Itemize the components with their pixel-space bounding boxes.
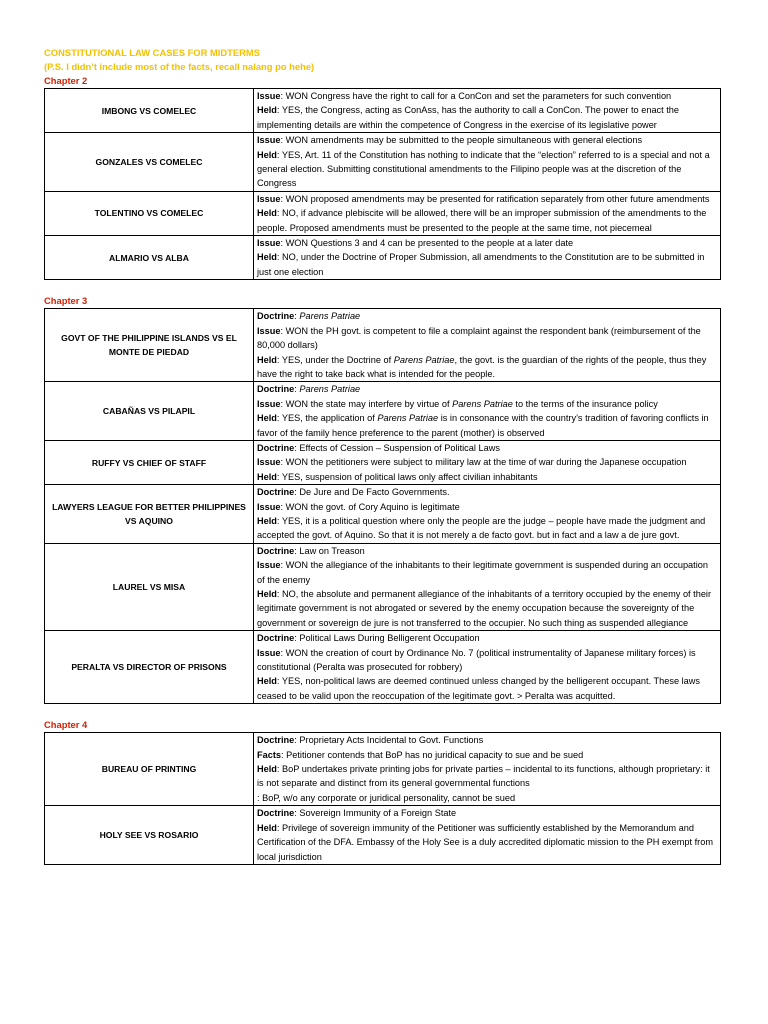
table-row [45,382,721,441]
case-summary [254,382,721,441]
line-text: : De Jure and De Facto Governments. [294,487,450,498]
line-label: Held [257,676,277,687]
case-line [257,646,717,675]
line-text: : WON the state may interfere by virtue of [280,398,453,409]
chapter-heading: Chapter 3 [44,295,88,307]
table-row [45,733,721,806]
line-text: : YES, under the Doctrine of [276,354,394,365]
line-italic: Parens Patriae [299,311,361,322]
case-line [257,806,717,820]
case-line [257,411,717,440]
case-name: GOVT OF THE PHILIPPINE ISLANDS VS EL MONTE DE PIEDAD [45,309,254,382]
case-line [257,558,717,587]
line-italic: Parens Patriae [377,413,439,424]
case-line [257,441,717,455]
document-title: CONSTITUTIONAL LAW CASES FOR MIDTERMS [44,47,260,58]
line-text: : NO, if advance plebiscite will be allowed, there will be an improper submission of the amendments to the people. Proposed amendments must be presented to the people at the same time, not piecemeal [257,208,707,233]
case-line [257,206,717,235]
line-text: : YES, suspension of political laws only affect civilian inhabitants [276,471,538,482]
chapters-container [44,74,724,865]
case-summary [254,440,721,484]
table-row [45,309,721,382]
line-text: : WON the govt. of Cory Aquino is legitimate [280,501,460,512]
line-label: Issue [257,91,281,101]
line-text: : YES, Art. 11 of the Constitution has nothing to indicate that the “election” referred to is a special and not a general election. Submitting constitutional amendments to the Filipino people was at the discretion of the Congress [257,149,710,189]
line-text: : YES, non-political laws are deemed continued unless changed by the belligerent occupant. These laws ceased to be valid upon the reoccupation of the legitimate govt. > Peralta was acquitted. [257,676,700,701]
line-text: : Privilege of sovereign immunity of the Petitioner was sufficiently established by the Memorandum and Certification of the DFA. Embassy of the Holy See is a duly accredited diplomatic mission to the PH exempt from local jurisdiction [257,822,713,862]
case-name: IMBONG VS COMELEC [45,89,254,133]
line-label: Issue [257,398,281,409]
case-summary [254,236,721,280]
line-label: Issue [257,193,281,204]
line-label: Held [257,764,277,775]
line-text: : YES, the Congress, acting as ConAss, has the authority to call a ConCon. The power to enact the implementing details are within the competence of Congress in the exercise of its legislative power [257,105,680,130]
line-italic: Parens Patriae [299,384,361,395]
line-text: : Proprietary Acts Incidental to Govt. Functions [294,735,484,746]
line-label: Held [257,822,277,833]
line-label: Doctrine [257,487,295,498]
case-line [257,821,717,864]
case-summary [254,543,721,630]
line-text: : [294,384,300,395]
document-note: (P.S. I didn’t include most of the facts, recall nalang po hehe) [44,61,315,72]
case-line [257,192,717,206]
line-label: Issue [257,647,281,658]
case-line [257,89,717,103]
line-label: Held [257,105,277,116]
cases-table [44,732,721,865]
line-label: Issue [257,135,281,146]
case-name: LAWYERS LEAGUE FOR BETTER PHILIPPINES VS AQUINO [45,485,254,544]
line-text: : Law on Treason [294,545,365,556]
case-line [257,397,717,411]
line-text: : WON Questions 3 and 4 can be presented to the people at a later date [280,238,574,249]
line-italic: Parens Patriae [393,354,455,365]
case-line [257,733,717,747]
line-label: Held [257,515,277,526]
case-line [257,324,717,353]
document-page [44,46,724,865]
case-line [257,236,717,250]
table-row [45,631,721,704]
line-text: : Political Laws During Belligerent Occupation [294,633,480,644]
case-line [257,148,717,191]
case-name: BUREAU OF PRINTING [45,733,254,806]
case-name: HOLY SEE VS ROSARIO [45,806,254,865]
line-text: : NO, the absolute and permanent allegiance of the inhabitants of a territory occupied by the enemy of their legitimate government is not abrogated or severed by the enemy occupation because the sovereignty of the government or sovereign de jure is not transferred to the occupier. No such thing as suspended allegiance [257,589,712,628]
chapter-heading: Chapter 4 [44,719,88,731]
line-label: Issue [257,325,281,336]
line-label: Held [257,149,277,160]
line-label: Doctrine [257,384,295,395]
case-summary [254,733,721,806]
line-text: : WON the creation of court by Ordinance No. 7 (political instrumentality of Japanese military forces) is constitutional (Peralta was prosecuted for robbery) [257,647,696,673]
line-text: : WON the allegiance of the inhabitants to their legitimate government is suspended during an occupation of the enemy [257,560,708,585]
case-summary [254,806,721,865]
line-text: : NO, under the Doctrine of Proper Submission, all amendments to the Constitution are to be submitted in just one election [257,252,705,277]
case-line [257,470,717,484]
line-label: Held [257,589,277,599]
table-row [45,236,721,280]
line-label: Doctrine [257,633,295,644]
case-summary [254,485,721,544]
line-text: : Effects of Cession – Suspension of Political Laws [294,442,500,453]
case-name: RUFFY VS CHIEF OF STAFF [45,440,254,484]
table-row [45,440,721,484]
line-label: Issue [257,501,281,512]
case-line [257,514,717,543]
case-summary [254,89,721,133]
line-label: Held [257,208,277,219]
line-text-after: is in consonance with the country’s tradition of favoring conflicts in favor of the family hence preference to the parent (mother) is observed [257,413,709,438]
case-name: LAUREL VS MISA [45,543,254,630]
case-line [257,133,717,147]
case-line [257,485,717,499]
line-text: : Petitioner contends that BoP has no juridical capacity to sue and be sued [281,749,584,760]
line-label: Doctrine [257,442,295,453]
case-line [257,353,717,382]
case-line [257,762,717,791]
case-line [257,544,717,558]
line-text-after: to the terms of the insurance policy [512,398,658,409]
case-name: ALMARIO VS ALBA [45,236,254,280]
line-text: : [294,311,300,322]
line-label: Held [257,471,277,482]
cases-table [44,308,721,704]
line-label: Held [257,413,277,424]
table-row [45,133,721,192]
line-text: : BoP undertakes private printing jobs for private parties – incidental to its functions, although proprietary: it is not separate and distinct from its general governmental functions [257,764,710,789]
line-label: Issue [257,457,281,468]
case-name: CABAÑAS VS PILAPIL [45,382,254,441]
case-summary [254,133,721,192]
case-line [257,587,717,630]
table-row [45,89,721,133]
table-row [45,543,721,630]
line-label: Doctrine [257,311,295,322]
case-line [257,674,717,703]
line-text-after: , the govt. is the guardian of the rights of the people, thus they have the right to take back what is intended for the people. [257,354,707,379]
table-row [45,191,721,235]
line-text: : YES, it is a political question where only the people are the judge – people have made the judgment and accepted the govt. of Aquino. So that it is not merely a de facto govt. but in fact and a law a de jure govt. [257,515,706,541]
case-name: TOLENTINO VS COMELEC [45,191,254,235]
line-text: : WON Congress have the right to call for a ConCon and set the parameters for such convention [280,91,672,101]
case-line [257,103,717,132]
case-summary [254,191,721,235]
line-text: : WON proposed amendments may be presented for ratification separately from other future amendments [280,193,710,204]
case-line [257,500,717,514]
case-line [257,748,717,762]
line-text: : WON amendments may be submitted to the people simultaneous with general elections [280,135,643,146]
line-text: : YES, the application of [276,413,378,424]
chapter-heading: Chapter 2 [44,75,88,86]
case-line [257,250,717,279]
table-row [45,806,721,865]
line-text: : WON the PH govt. is competent to file a complaint against the respondent bank (reimbursement of the 80,000 dollars) [257,325,701,351]
line-label: Facts [257,749,282,760]
line-text: : BoP, w/o any corporate or juridical personality, cannot be sued [257,792,516,803]
case-line [257,791,717,805]
case-name: GONZALES VS COMELEC [45,133,254,192]
table-row [45,485,721,544]
line-text: : Sovereign Immunity of a Foreign State [294,808,457,819]
case-line [257,631,717,645]
line-label: Doctrine [257,735,295,746]
case-line [257,382,717,396]
case-summary [254,309,721,382]
line-label: Held [257,354,277,365]
case-line [257,309,717,323]
cases-table [44,88,721,280]
line-label: Doctrine [257,808,295,819]
line-label: Held [257,252,277,263]
case-summary [254,631,721,704]
line-italic: Parens Patriae [452,398,513,409]
line-label: Issue [257,560,281,571]
line-label: Doctrine [257,545,295,556]
line-label: Issue [257,238,281,249]
case-name: PERALTA VS DIRECTOR OF PRISONS [45,631,254,704]
case-line [257,455,717,469]
line-text: : WON the petitioners were subject to military law at the time of war during the Japanese occupation [280,457,687,468]
